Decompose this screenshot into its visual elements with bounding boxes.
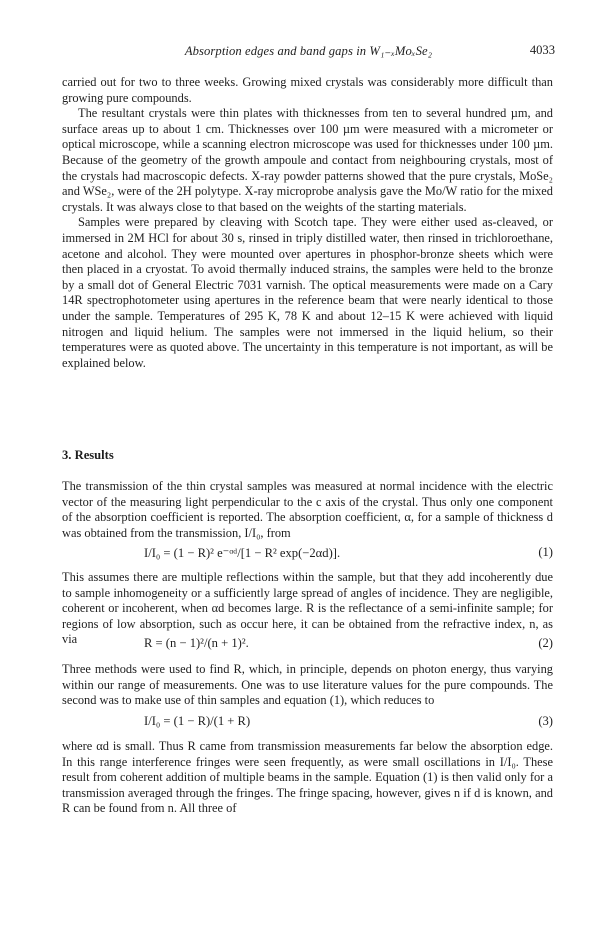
paragraph-growth-continued: carried out for two to three weeks. Growing mixed crystals was considerably more difficult than growing pure compounds.: [62, 75, 553, 105]
equation-2: [62, 636, 553, 653]
methods-text: [62, 75, 553, 371]
equation-3-number: (3): [538, 714, 553, 728]
paragraph-sample-preparation: Samples were prepared by cleaving with Scotch tape. They were either used as-cleaved, or immersed in 2M HCl for about 30 s, rinsed in triply distilled water, then rinsed in trichloroethane, acetone and alcohol. They were mounted over apertures in phosphor-bronze sheets which were then placed in a cryostat. To avoid thermally induced strains, the samples were held to the bronze by a small dot of General Electric 7031 varnish. The optical measurements were made on a Cary 14R spectrophotometer using apertures in the reference beam that were nearly identical to those under the sample. Temperatures of 295 K, 78 K and about 12–15 K were achieved with liquid nitrogen and liquid helium. The samples were not immersed in the liquid helium, so their temperatures were as quoted above. The uncertainty in this temperature is not important, as will be explained below.: [62, 215, 553, 370]
equation-2-body: R = (n − 1)²/(n + 1)².: [144, 636, 249, 650]
equation-3-body: I/I₀ = (1 − R)/(1 + R): [144, 714, 251, 728]
section-heading: 3. Results: [62, 448, 114, 462]
equation-1: [62, 545, 553, 562]
paragraph-reflections: This assumes there are multiple reflections within the sample, but that they add incoherently due to sample inhomogeneity or a sufficiently large spread of angles of incidence. They are negligible, coherent or incoherent, when αd becomes large. R is the reflectance of a semi-infinite sample; for regions of low absorption, such as occur here, it can be obtained from the refractive index, n, as via: [62, 570, 553, 647]
results-intro-paragraph: [62, 479, 553, 541]
equation-1-number: (1): [538, 545, 553, 559]
equation-2-number: (2): [538, 636, 553, 650]
equation-1-body: I/I₀ = (1 − R)² e⁻ᵅᵈ/[1 − R² exp(−2αd)].: [144, 546, 341, 560]
running-title: Absorption edges and band gaps in W₁₋ₓMoₓSe₂: [184, 44, 433, 58]
fringes-paragraph: [62, 739, 553, 817]
paragraph-fringes: where αd is small. Thus R came from transmission measurements far below the absorption edge. In this range interference fringes were seen frequently, as were small oscillations in I/I₀. These result from coherent addition of multiple beams in the sample. Equation (1) is then valid only for a transmission averaged through the fringes. The fringe spacing, however, gives n if d is known, and R can be found from n. All three of: [62, 739, 553, 816]
methods-paragraph: [62, 662, 553, 709]
paragraph-transmission: The transmission of the thin crystal samples was measured at normal incidence with the electric vector of the measuring light perpendicular to the c axis of the crystal. Thus only one component of the absorption coefficient is reported. The absorption coefficient, α, for a sample of thickness d was obtained from the transmission, I/I₀, from: [62, 479, 553, 540]
running-head: [62, 43, 555, 61]
paragraph-three-methods: Three methods were used to find R, which, in principle, depends on photon energy, thus varying within our range of measurements. One was to use literature values for the pure compounds. The second was to make use of thin samples and equation (1), which reduces to: [62, 662, 553, 708]
page-number: 4033: [529, 43, 555, 57]
paragraph-crystal-dimensions: The resultant crystals were thin plates with thicknesses from ten to several hundred µm, and surface areas up to about 1 cm. Thicknesses over 100 µm were measured with a micrometer or optical microscope, while a scanning electron microscope was used for thicknesses under 100 µm. Because of the geometry of the growth ampoule and contact from neighbouring crystals, most of the crystals had macroscopic defects. X-ray powder patterns showed that the pure crystals, MoSe₂ and WSe₂, were of the 2H polytype. X-ray microprobe analysis gave the Mo/W ratio for the mixed crystals. It was always close to that based on the weights of the starting materials.: [62, 106, 553, 214]
equation-3: [62, 714, 553, 731]
